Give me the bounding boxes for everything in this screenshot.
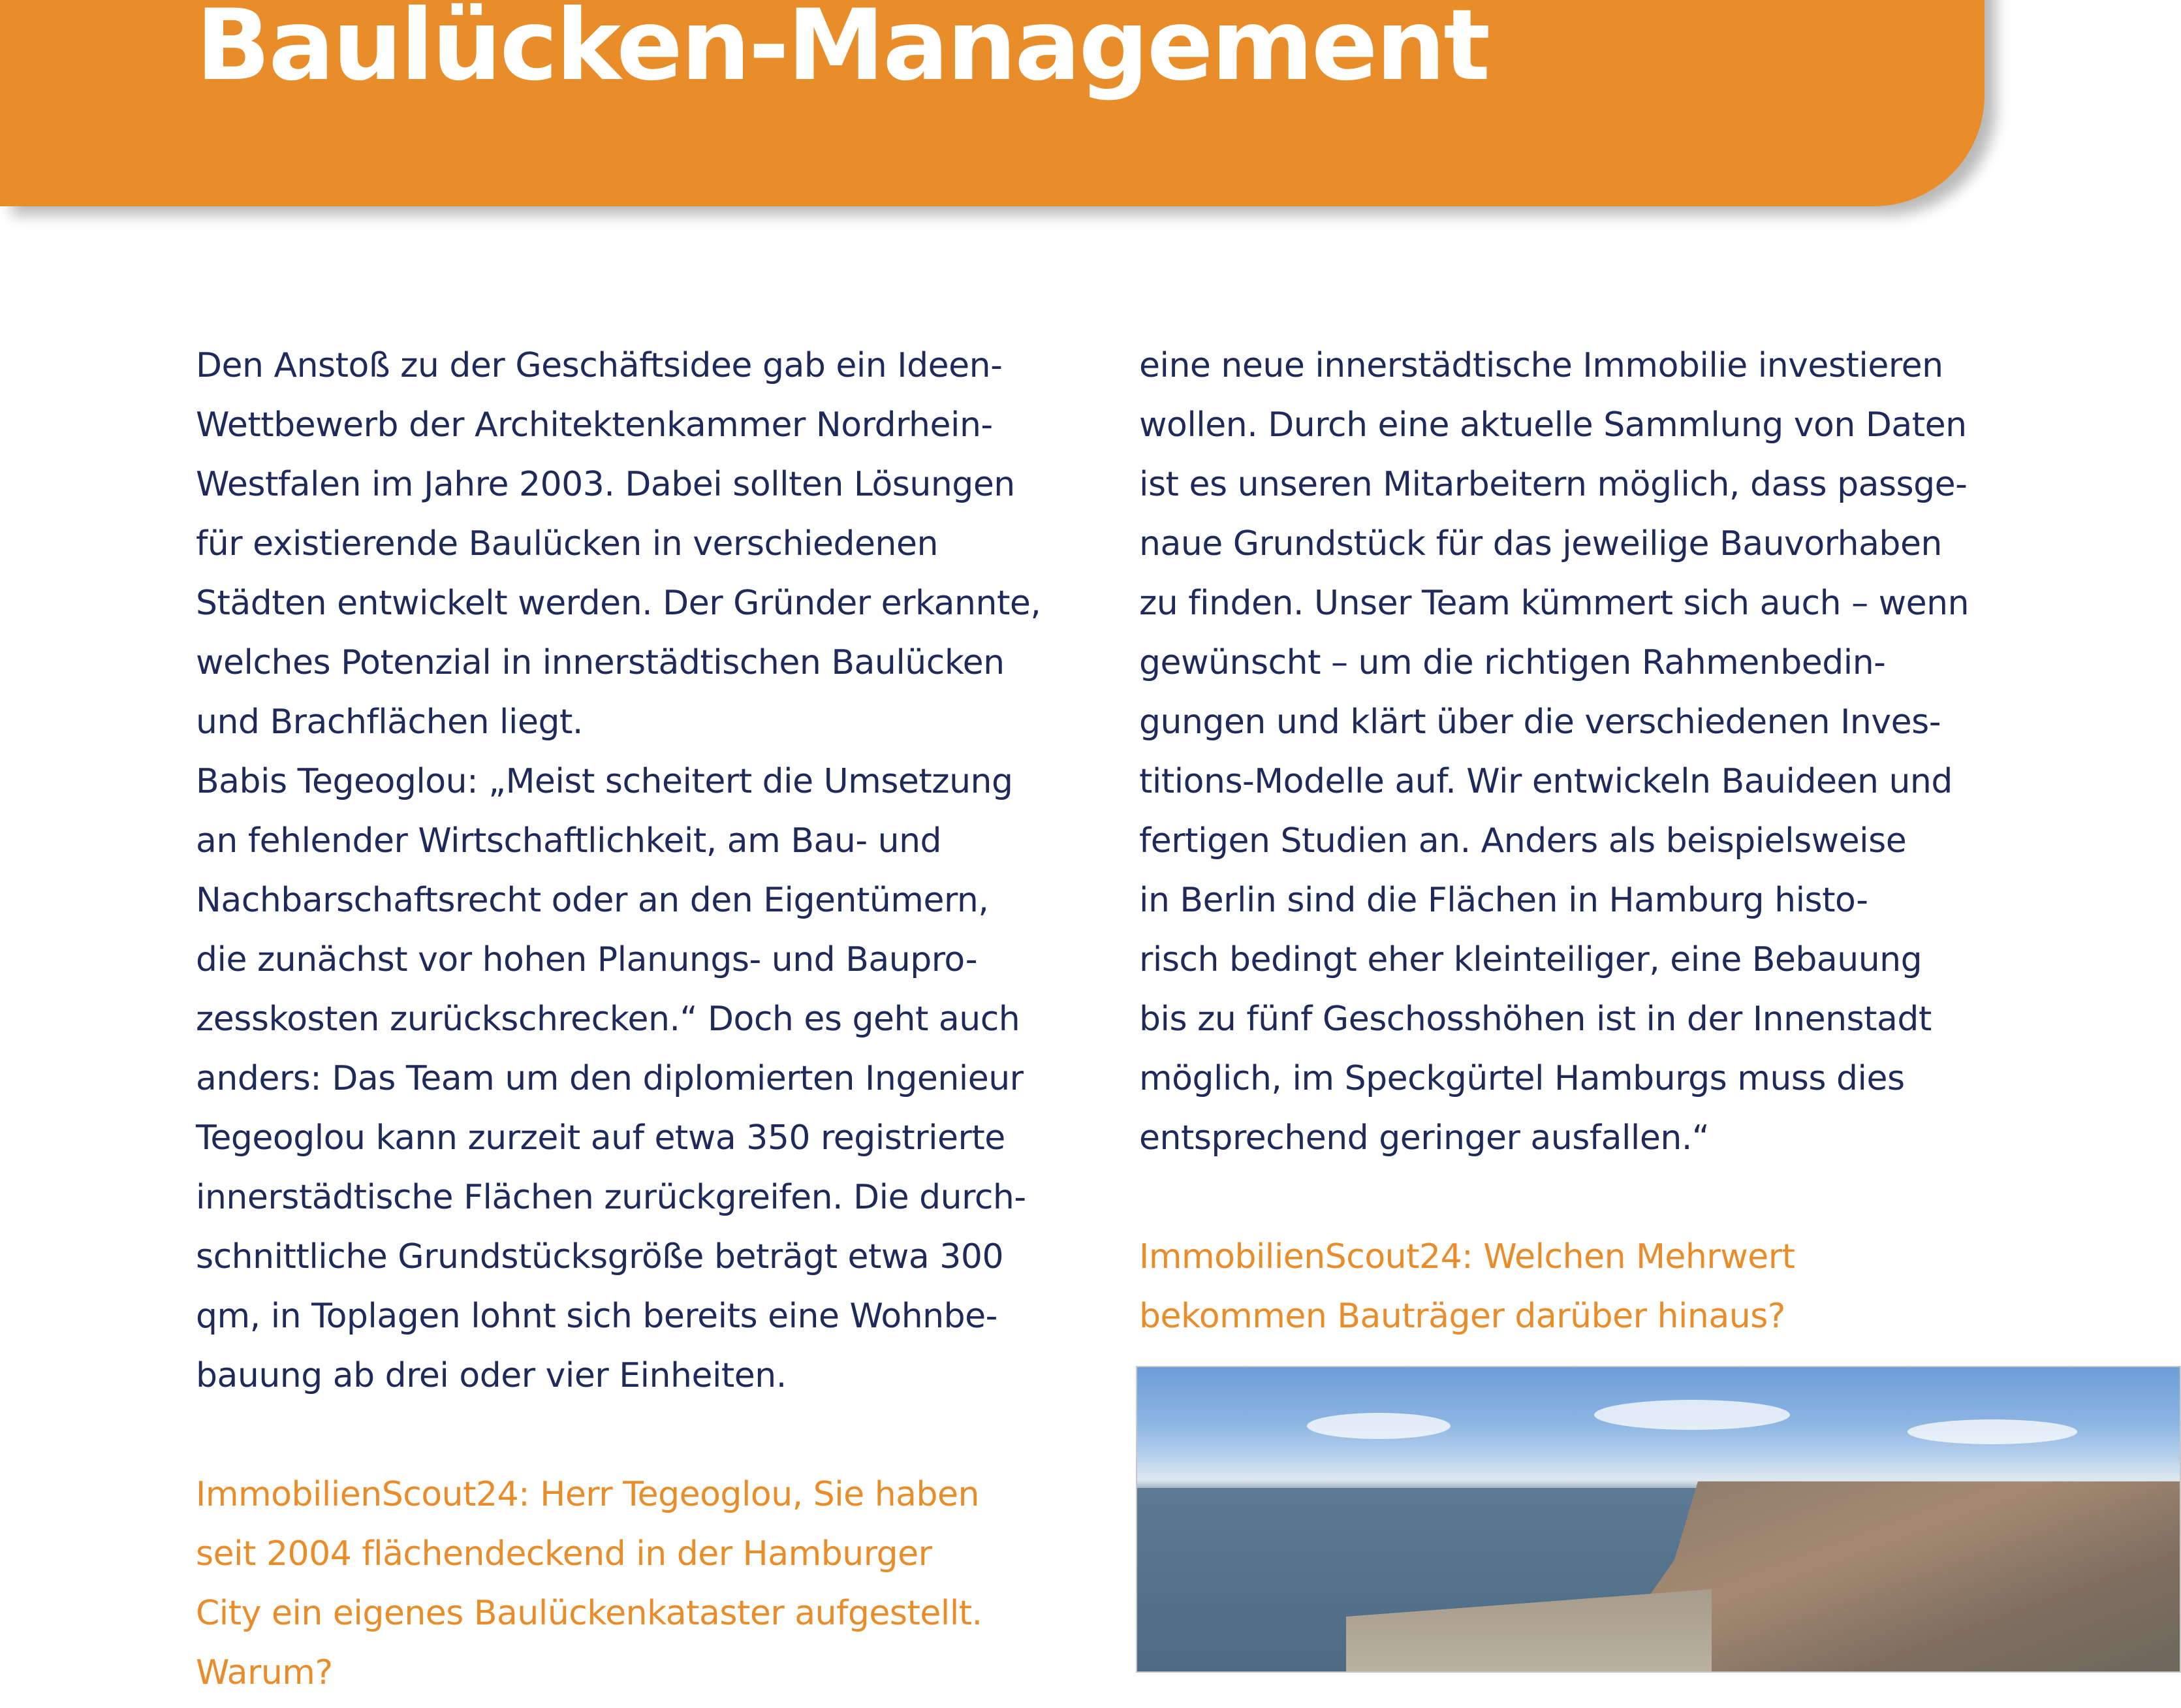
question-line: City ein eigenes Baulückenkataster aufgestellt. <box>196 1594 982 1633</box>
text-line: naue Grundstück für das jeweilige Bauvorhaben <box>1139 524 1942 563</box>
cloud-shape <box>1594 1400 1790 1430</box>
text-line: in Berlin sind die Flächen in Hamburg histo- <box>1139 881 1868 920</box>
text-line: eine neue innerstädtische Immobilie investieren <box>1139 346 1943 385</box>
question-line: bekommen Bauträger darüber hinaus? <box>1139 1297 1785 1336</box>
text-line: schnittliche Grundstücksgröße beträgt etwa 300 <box>196 1237 1004 1276</box>
text-line: Städten entwickelt werden. Der Gründer erkannte, <box>196 584 1041 623</box>
right-column <box>1139 336 2053 1346</box>
question-line: ImmobilienScout24: Herr Tegeoglou, Sie haben <box>196 1475 979 1514</box>
text-line: welches Potenzial in innerstädtischen Baulücken <box>196 643 1005 682</box>
text-line: Nachbarschaftsrecht oder an den Eigentümern, <box>196 881 989 920</box>
left-column <box>196 336 1097 1703</box>
cloud-shape <box>1307 1413 1451 1439</box>
question-line: ImmobilienScout24: Welchen Mehrwert <box>1139 1237 1795 1276</box>
text-line: Babis Tegeoglou: „Meist scheitert die Umsetzung <box>196 762 1013 801</box>
question-line: Warum? <box>196 1653 333 1692</box>
text-line: an fehlender Wirtschaftlichkeit, am Bau- und <box>196 821 942 861</box>
text-line: gewünscht – um die richtigen Rahmenbedin- <box>1139 643 1886 682</box>
cloud-shape <box>1907 1419 2077 1444</box>
text-line: entsprechend geringer ausfallen.“ <box>1139 1118 1710 1158</box>
text-line: risch bedingt eher kleinteiliger, eine Bebauung <box>1139 940 1922 979</box>
text-line: möglich, im Speckgürtel Hamburgs muss dies <box>1139 1059 1905 1098</box>
text-line: zu finden. Unser Team kümmert sich auch – wenn <box>1139 584 1969 623</box>
text-line: die zunächst vor hohen Planungs- und Baupro- <box>196 940 977 979</box>
text-line: anders: Das Team um den diplomierten Ingenieur <box>196 1059 1024 1098</box>
text-line: Westfalen im Jahre 2003. Dabei sollten Lösungen <box>196 465 1015 504</box>
hamburg-harbour-photo <box>1136 1366 2181 1673</box>
answer-paragraph <box>1139 336 2053 1168</box>
text-line: Tegeoglou kann zurzeit auf etwa 350 registrierte <box>196 1118 1005 1158</box>
text-line: fertigen Studien an. Anders als beispielsweise <box>1139 821 1907 861</box>
text-line: Wettbewerb der Architektenkammer Nordrhein- <box>196 405 993 445</box>
text-line: gungen und klärt über die verschiedenen Inves- <box>1139 703 1941 742</box>
text-line: bis zu fünf Geschosshöhen ist in der Innenstadt <box>1139 1000 1932 1039</box>
intro-paragraph <box>196 336 1097 752</box>
page-title: Baulücken-Management <box>196 0 1489 103</box>
paragraph-spacer <box>1139 1168 2053 1227</box>
text-line: ist es unseren Mitarbeitern möglich, dass passge- <box>1139 465 1968 504</box>
interview-question <box>196 1465 1097 1703</box>
interview-question <box>1139 1227 2053 1346</box>
text-line: titions-Modelle auf. Wir entwickeln Bauideen und <box>1139 762 1953 801</box>
text-line: bauung ab drei oder vier Einheiten. <box>196 1356 787 1395</box>
quote-paragraph <box>196 752 1097 1406</box>
text-line: qm, in Toplagen lohnt sich bereits eine Wohnbe- <box>196 1297 997 1336</box>
text-line: Den Anstoß zu der Geschäftsidee gab ein Ideen- <box>196 346 1003 385</box>
question-line: seit 2004 flächendeckend in der Hamburger <box>196 1534 932 1574</box>
text-line: zesskosten zurückschrecken.“ Doch es geht auch <box>196 1000 1020 1039</box>
text-line: und Brachflächen liegt. <box>196 703 583 742</box>
paragraph-spacer <box>196 1406 1097 1465</box>
text-line: für existierende Baulücken in verschiedenen <box>196 524 938 563</box>
text-line: innerstädtische Flächen zurückgreifen. Die durch- <box>196 1178 1026 1217</box>
text-line: wollen. Durch eine aktuelle Sammlung von Daten <box>1139 405 1967 445</box>
